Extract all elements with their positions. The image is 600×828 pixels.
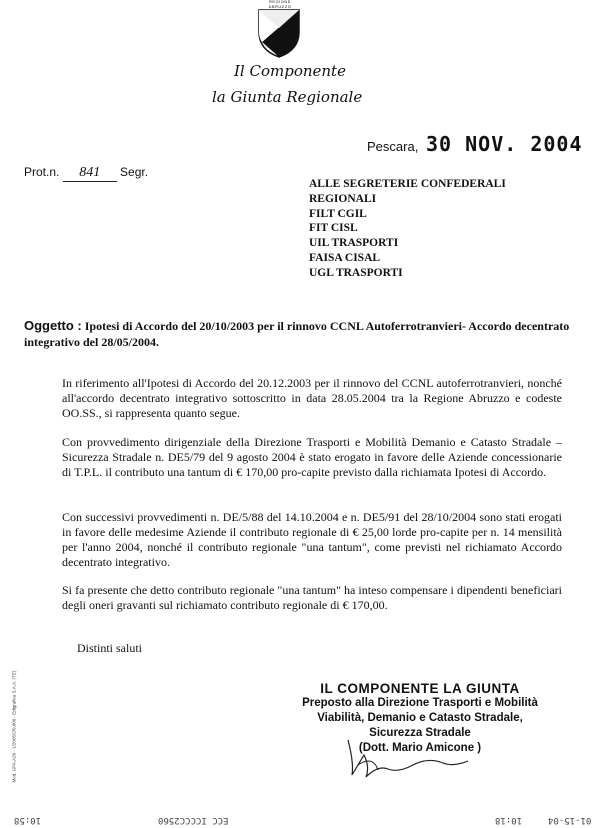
recipient-line: FIT CISL: [309, 222, 358, 235]
body-paragraph-4: Si fa presente che detto contributo regionale "una tantum" ha inteso compensare i dipendenti beneficiari degli oneri gravanti sul richiamato contributo regionale di € 170,00.: [62, 583, 562, 612]
signature-line: Viabilità, Demanio e Catasto Stradale,: [317, 712, 523, 724]
recipient-line: UGL TRASPORTI: [309, 266, 403, 279]
subject-block: [24, 318, 584, 350]
body-paragraph-3: Con successivi provvedimenti n. DE/5/88 del 14.10.2004 e n. DE5/91 del 28/10/2004 sono stati erogati in favore delle medesime Aziende il contributo regionale di € 25,00 lorde pro-capite per n. 14 mensilità per l'anno 2004, nonché il contributo regionale "una tantum", come previsti nel richiamato Accordo decentrato integrativo.: [62, 510, 562, 569]
closing-salutation: Distinti saluti: [77, 641, 143, 655]
recipient-line: ALLE SEGRETERIE CONFEDERALI: [309, 178, 506, 190]
letterhead-title-line1: Il Componente: [234, 62, 346, 80]
footer-left: 10:58: [14, 815, 42, 825]
footer-right-date: 01-15-04: [548, 815, 592, 825]
footer-right-time: 10:18: [495, 815, 523, 825]
body-paragraph-1: In riferimento all'Ipotesi di Accordo del 20.12.2003 per il rinnovo del CCNL autoferrotranvieri, nonché all'accordo decentrato integrativo sottoscritto in data 28.05.2004 tra la Regione Abruzzo e codeste OO.SS., si rappresenta quanto segue.: [62, 376, 562, 420]
recipient-line: UIL TRASPORTI: [309, 237, 399, 250]
regione-abruzzo-logo: [256, 2, 302, 58]
recipient-line: FAISA CISAL: [309, 251, 381, 264]
recipient-line: REGIONALI: [309, 192, 377, 205]
protocol-line: [24, 165, 148, 182]
fax-footer: [0, 814, 600, 828]
footer-center: ECC ICCCC2560: [158, 815, 229, 825]
handwritten-signature: [318, 735, 488, 780]
letterhead-title-line2: la Giunta Regionale: [212, 88, 363, 106]
body-paragraph-2: Con provvedimento dirigenziale della Direzione Trasporti e Mobilità Demanio e Catasto Stradale – Sicurezza Stradale n. DE5/79 del 9 agosto 2004 è stato erogato in favore delle Aziende concessionarie di T.P.L. il contributo una tantum di € 170,00 pro-capite previsto dalla richiamata Ipotesi di Accordo.: [62, 435, 562, 479]
protocol-prefix: Prot.n.: [24, 165, 60, 179]
signature-title: IL COMPONENTE LA GIUNTA: [320, 681, 520, 696]
signature-line: Preposto alla Direzione Trasporti e Mobilità: [302, 697, 538, 709]
date-place: Pescara,: [367, 139, 419, 154]
date-stamp: 30 NOV. 2004: [426, 132, 583, 156]
logo-caption: REGIONE ABRUZZO: [268, 0, 292, 9]
signature-line: Sicurezza Stradale: [369, 727, 471, 739]
recipient-line: FILT CGIL: [309, 207, 367, 220]
protocol-number: 841: [63, 165, 117, 182]
recipients-block: [309, 177, 506, 281]
protocol-suffix: Segr.: [120, 165, 149, 179]
signature-line: (Dott. Mario Amicone ): [358, 742, 482, 754]
subject-label: Oggetto :: [24, 318, 82, 333]
side-print-code: Mod. GPA.A20 - 1/2005/2/0,000 - Edigrafica S.A.A. (TE): [11, 670, 17, 783]
subject-text: Ipotesi di Accordo del 20/10/2003 per il rinnovo CCNL Autoferrotranvieri- Accordo decentrato integrativo del 28/05/2004.: [24, 319, 570, 349]
